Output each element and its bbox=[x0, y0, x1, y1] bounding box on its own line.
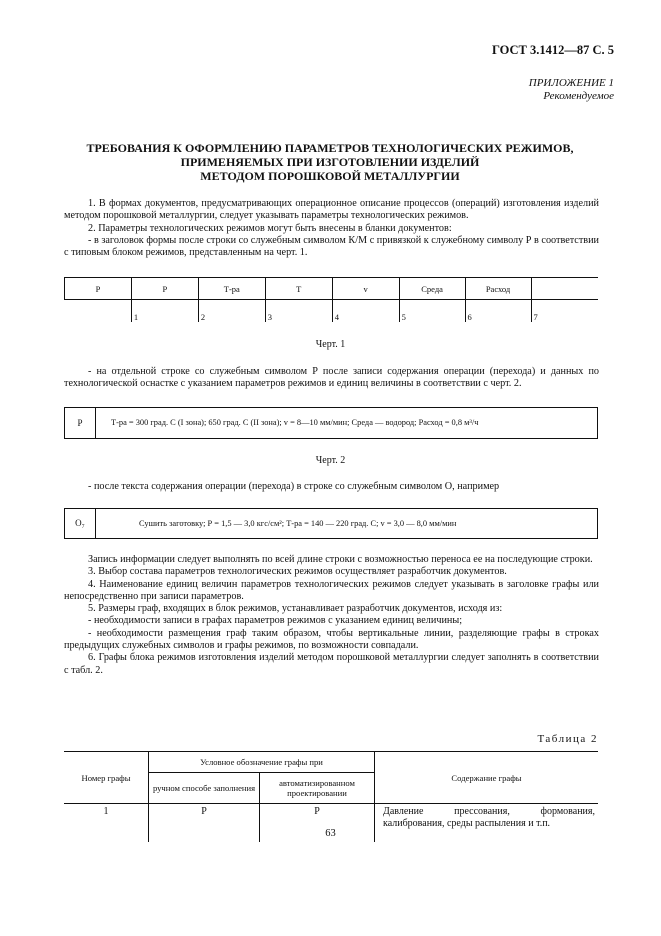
paragraph-2: 2. Параметры технологических режимов могут быть внесены в бланки документов: bbox=[88, 222, 452, 234]
paragraph-4: 4. Наименование единиц величин параметров технологических режимов следует указывать в заголовке графы или непосредственно при записи параметров. bbox=[64, 578, 599, 602]
paragraph-1: 1. В формах документов, предусматривающих операционное описание процессов (операций) изготовления изделий методом порошковой металлургии, следует указывать параметры технологических режимов. bbox=[64, 198, 599, 222]
fig1-header-cell: Т-ра bbox=[198, 278, 265, 300]
paragraph-2b-block bbox=[64, 366, 599, 391]
fig1-number-cell: 2 bbox=[198, 300, 265, 323]
paragraph-6: 6. Графы блока режимов изготовления изделий методом порошковой металлургии следует заполнять в соответствии с табл. 2. bbox=[64, 652, 599, 676]
example-symbol: О₇ bbox=[65, 509, 96, 538]
table-2-cell-manual: Р bbox=[149, 804, 260, 843]
table-2-header-row-1 bbox=[64, 752, 598, 773]
paragraph-2a: - в заголовок формы после строки со служебным символом К/М с привязкой к служебному символу Р в соответствии с типовым блоком режимов, представленным на черт. 1. bbox=[64, 234, 599, 259]
fig1-header-cell: Р bbox=[131, 278, 198, 300]
paragraph-2c-block bbox=[64, 481, 599, 493]
fig1-header-cell: v bbox=[332, 278, 399, 300]
fig1-number-cell: 1 bbox=[131, 300, 198, 323]
example-text: Сушить заготовку; Р = 1,5 — 3,0 кгс/см²; Т-ра = 140 — 220 град. С; v = 3,0 — 8,0 мм/мин bbox=[139, 519, 457, 528]
fig1-header-cell: Расход bbox=[465, 278, 531, 300]
fig1-header-cell: Т bbox=[265, 278, 332, 300]
fig1-header-cell-empty bbox=[531, 278, 598, 300]
section-title bbox=[60, 141, 600, 183]
paragraph-5a: - необходимости записи в графах параметров режимов с указанием единиц величины; bbox=[88, 615, 463, 627]
fig1-number-cell: 7 bbox=[531, 300, 598, 323]
fig1-header-cell: Среда bbox=[399, 278, 465, 300]
table-2-caption: Таблица 2 bbox=[537, 733, 598, 745]
figure-1-number-row bbox=[65, 300, 599, 323]
table-2-col-number: Номер графы bbox=[64, 752, 149, 804]
appendix-title: ПРИЛОЖЕНИЕ 1 bbox=[528, 77, 614, 89]
fig1-number-cell: 6 bbox=[465, 300, 531, 323]
page-number: 63 bbox=[325, 828, 336, 839]
figure-2-caption: Черт. 2 bbox=[315, 455, 346, 466]
paragraph-2c: - после текста содержания операции (перехода) в строке со служебным символом О, например bbox=[88, 481, 500, 492]
fig1-header-cell: Р bbox=[65, 278, 132, 300]
figure-1-caption: Черт. 1 bbox=[315, 339, 346, 350]
paragraph-block-intro bbox=[64, 198, 599, 259]
paragraph-record: Запись информации следует выполнять по всей длине строки с возможностью переноса ее на последующие строки. bbox=[88, 554, 593, 565]
table-2-col-symbol-group: Условное обозначение графы при bbox=[149, 752, 375, 773]
table-2-col-manual: ручном способе заполнения bbox=[149, 773, 260, 804]
figure-2-mode-line bbox=[64, 407, 598, 439]
paragraph-block-rules bbox=[64, 554, 599, 677]
fig1-number-cell: 5 bbox=[399, 300, 465, 323]
document-reference: ГОСТ 3.1412—87 С. 5 bbox=[491, 43, 614, 57]
appendix-label bbox=[529, 77, 614, 103]
table-2-col-auto: автоматизированном проектировании bbox=[260, 773, 375, 804]
figure-1-mode-block bbox=[64, 277, 598, 322]
table-2-col-content: Содержание графы bbox=[375, 752, 599, 804]
paragraph-5: 5. Размеры граф, входящих в блок режимов, устанавливает разработчик документов, исходя из: bbox=[88, 603, 503, 615]
figure-2-text: Т-ра = 300 град. С (I зона); 650 град. С (II зона); v = 8—10 мм/мин; Среда — водород; Расход = 0,8 м³/ч bbox=[111, 418, 479, 427]
title-line-1: ТРЕБОВАНИЯ К ОФОРМЛЕНИЮ ПАРАМЕТРОВ ТЕХНОЛОГИЧЕСКИХ РЕЖИМОВ, bbox=[86, 141, 574, 155]
title-line-3: МЕТОДОМ ПОРОШКОВОЙ МЕТАЛЛУРГИИ bbox=[200, 169, 460, 183]
example-operation-line bbox=[64, 508, 598, 539]
paragraph-3: 3. Выбор состава параметров технологических режимов осуществляет разработчик документов. bbox=[88, 566, 507, 578]
fig1-number-spacer bbox=[65, 300, 132, 323]
paragraph-5b: - необходимости размещения граф таким образом, чтобы вертикальные линии, разделяющие графы в строках предыдущих служебных символов и графы режимов, по возможности совпадали. bbox=[64, 627, 599, 652]
fig1-number-cell: 4 bbox=[332, 300, 399, 323]
table-2-cell-auto: Р bbox=[260, 804, 375, 843]
figure-1-header-row bbox=[65, 278, 599, 300]
appendix-status: Рекомендуемое bbox=[543, 90, 614, 102]
table-2-cell-number: 1 bbox=[64, 804, 149, 843]
title-line-2: ПРИМЕНЯЕМЫХ ПРИ ИЗГОТОВЛЕНИИ ИЗДЕЛИЙ bbox=[180, 155, 480, 169]
fig1-number-cell: 3 bbox=[265, 300, 332, 323]
paragraph-2b: - на отдельной строке со служебным символом Р после записи содержания операции (перехода) и данных по технологической оснастке с указанием параметров режимов и единиц величины в соответствии с черт. 2. bbox=[64, 366, 599, 390]
table-2-cell-content: Давление прессования, формования, калибрования, среды распыления и т.п. bbox=[375, 804, 599, 843]
figure-2-symbol: Р bbox=[65, 408, 96, 438]
